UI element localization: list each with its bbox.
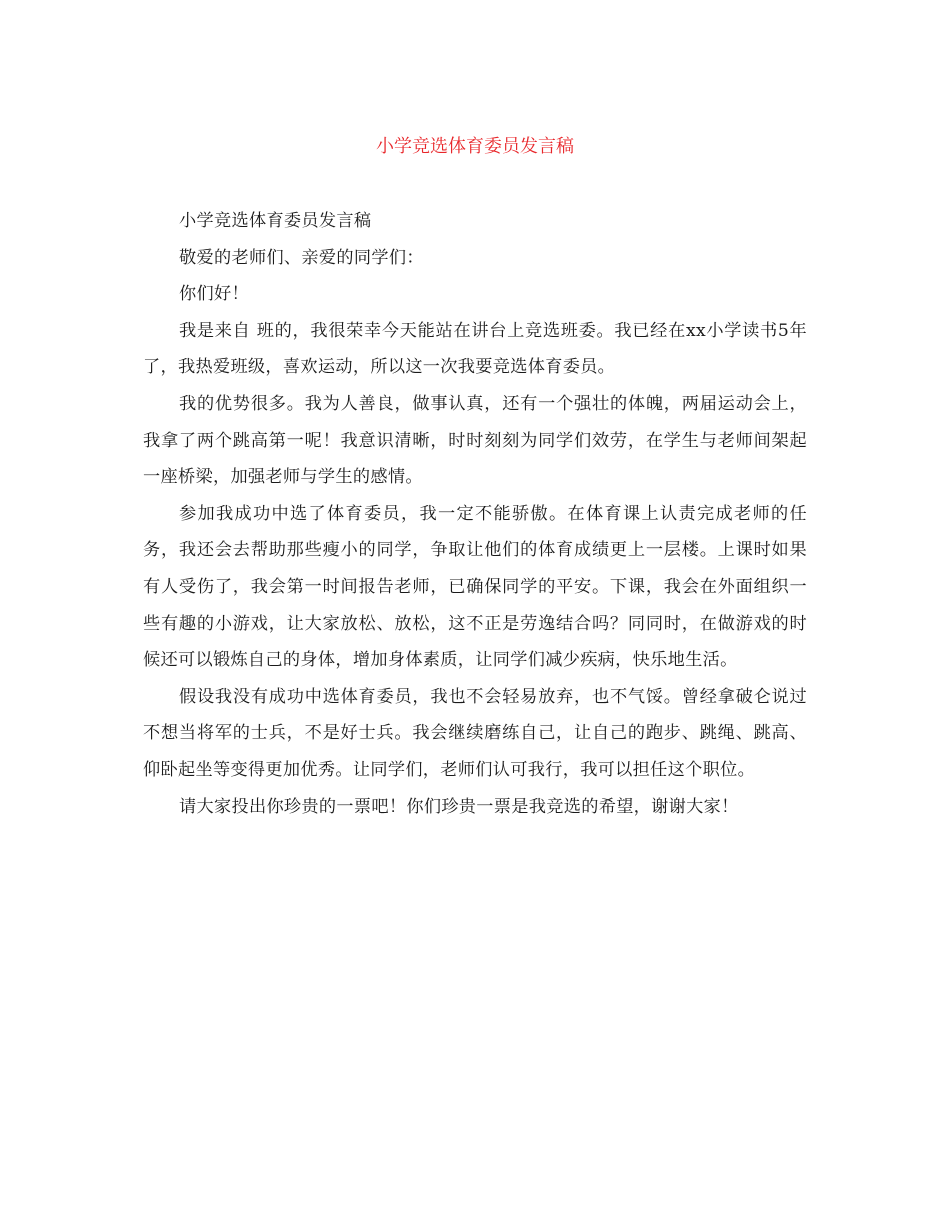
paragraph-heading: 小学竞选体育委员发言稿 <box>179 211 372 231</box>
paragraph-salutation: 敬爱的老师们、亲爱的同学们： <box>179 247 424 268</box>
paragraph-strengths: 我的优势很多。我为人善良，做事认真，还有一个强壮的体魄，两届运动会上，我拿了两个跳高第一呢！我意识清晰，时时刻刻为同学们效劳，在学生与老师间架起一座桥梁，加强老师与学生的感情。 <box>143 393 807 488</box>
paragraph-introduction: 我是来自 班的，我很荣幸今天能站在讲台上竞选班委。我已经在xx小学读书5年了，我热爱班级，喜欢运动，所以这一次我要竞选体育委员。 <box>143 320 807 378</box>
paragraph-if-elected: 参加我成功中选了体育委员，我一定不能骄傲。在体育课上认责完成老师的任务，我还会去帮助那些瘦小的同学，争取让他们的体育成绩更上一层楼。上课时如果有人受伤了，我会第一时间报告老师，已确保同学的平安。下课，我会在外面组织一些有趣的小游戏，让大家放松、放松，这不正是劳逸结合吗？同同时，在做游戏的时候还可以锻炼自己的身体，增加身体素质，让同学们减少疾病，快乐地生活。 <box>143 503 807 671</box>
paragraph-closing: 请大家投出你珍贵的一票吧！你们珍贵一票是我竞选的希望，谢谢大家！ <box>179 796 739 817</box>
paragraph-greeting: 你们好！ <box>179 284 249 305</box>
document-title: 小学竞选体育委员发言稿 <box>376 136 574 157</box>
paragraph-if-not-elected: 假设我没有成功中选体育委员，我也不会轻易放弃，也不气馁。曾经拿破仑说过不想当将军的士兵，不是好士兵。我会继续磨练自己，让自己的跑步、跳绳、跳高、仰卧起坐等变得更加优秀。让同学们，老师们认可我行，我可以担任这个职位。 <box>143 686 807 780</box>
document-body <box>143 203 807 825</box>
